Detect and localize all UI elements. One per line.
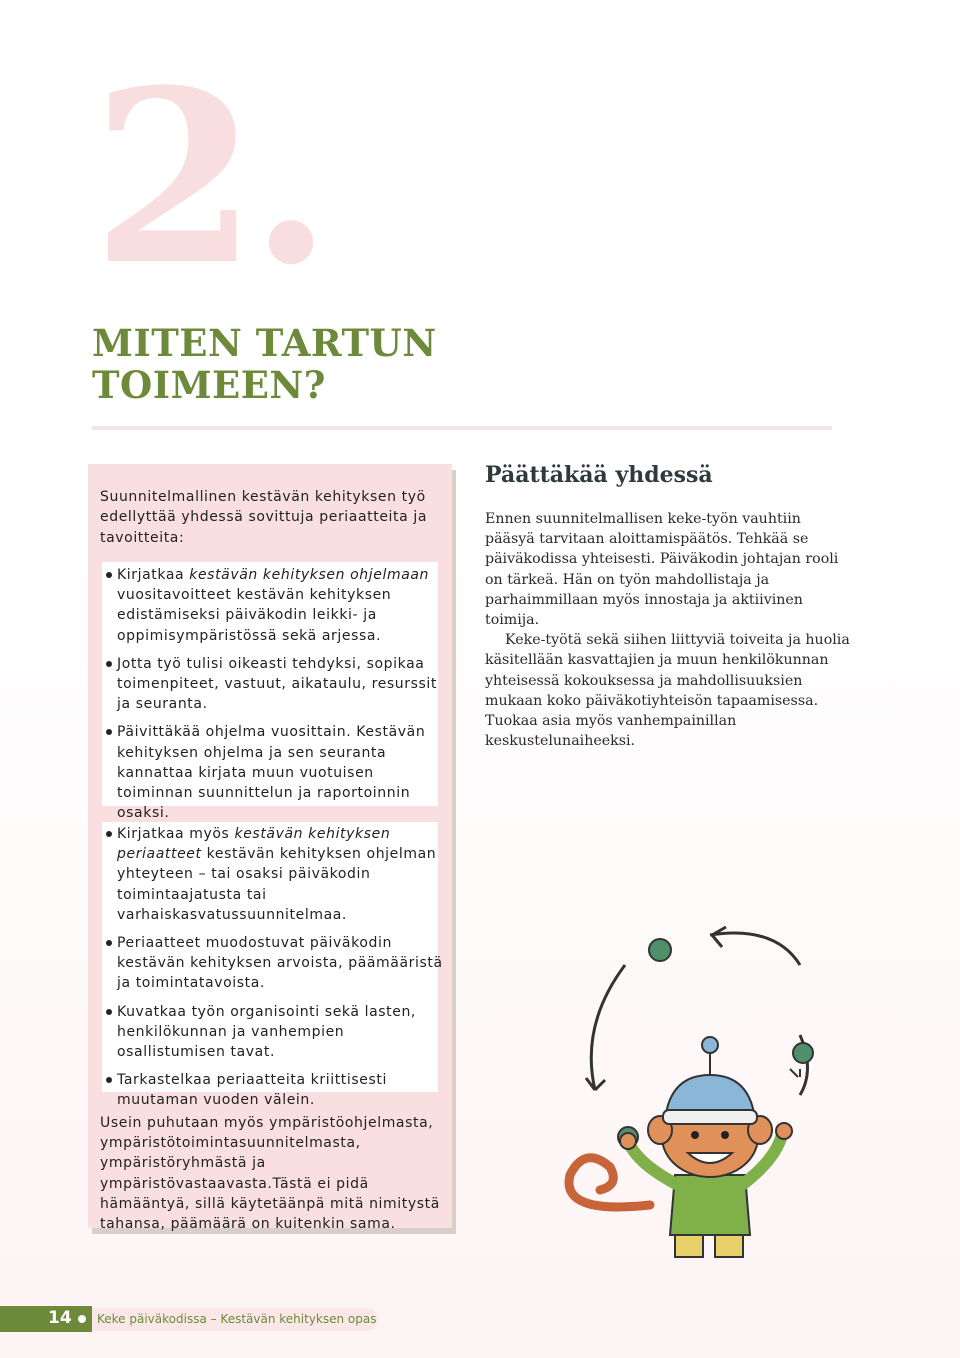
list-item: [104, 722, 444, 823]
list-item-text: Periaatteet muodostuvat päiväkodin kestävän kehityksen arvoista, päämääristä ja toimintatavoista.: [117, 935, 443, 992]
list-item: [104, 1070, 444, 1110]
list-item-text: Kuvatkaa työn organisointi sekä lasten, henkilökunnan ja vanhempien osallistumisen tavat.: [117, 1003, 416, 1061]
chapter-number: 2.: [92, 39, 325, 318]
principles-list: [104, 824, 444, 1119]
list-item-text: Jotta työ tulisi oikeasti tehdyksi, sopikaa toimenpiteet, vastuut, aikataulu, resurssit ja seuranta.: [117, 655, 437, 713]
title-divider: [92, 426, 832, 430]
bullet-icon: [106, 661, 112, 667]
footer-title: Keke päiväkodissa – Kestävän kehityksen opas: [97, 1312, 377, 1326]
list-item-text-end: vuositavoitteet kestävän kehityksen edistämiseksi päiväkodin leikki- ja oppimisympäristössä sekä arjessa.: [117, 587, 392, 644]
bullet-icon: [106, 831, 112, 837]
list-item-emphasis: kestävän kehityksen ohjelmaan: [189, 567, 430, 583]
page-title-line-2: TOIMEEN?: [92, 363, 326, 407]
list-item: [104, 654, 444, 715]
list-item-text: Kirjatkaa: [117, 567, 190, 583]
panel-note: Usein puhutaan myös ympäristöohjelmasta, ympäristötoimintasuunnitelmasta, ympäristöryhmästä ja ympäristövastaavasta.Tästä ei pidä hämääntyä, sillä käytetäänpä mitä nimitystä tahansa, päämäärä on kuitenkin sama.: [100, 1115, 440, 1233]
page-title-line-1: MITEN TARTUN: [92, 321, 437, 365]
list-item: [104, 1002, 444, 1063]
list-item-text: Kirjatkaa myös: [117, 826, 235, 842]
list-item: [104, 933, 444, 994]
bullet-icon: [106, 572, 112, 578]
section-heading: Päättäkää yhdessä: [485, 462, 713, 488]
bullet-icon: [78, 1315, 86, 1323]
panel-intro: Suunnitelmallinen kestävän kehityksen työ edellyttää yhdessä sovittuja periaatteita ja tavoitteita:: [100, 489, 428, 546]
juggling-monkey-icon: [500, 905, 860, 1265]
section-body: [485, 509, 855, 751]
body-paragraph-1: Ennen suunnitelmallisen keke-työn vauhtiin pääsyä tarvitaan aloittamispäätös. Tehkää se päiväkodissa yhteisesti. Päiväkodin johtajan rooli on tärkeä. Hän on työn mahdollistaja ja parhaimmillaan myös innostaja ja aktiivinen toimija.: [485, 511, 839, 629]
list-item-text: Päivittäkää ohjelma vuosittain. Kestävän kehityksen ohjelma ja sen seuranta kannattaa kirjata muun vuotuisen toiminnan suunnittelun ja raportoinnin osaksi.: [117, 724, 426, 822]
goals-list: [104, 565, 444, 831]
list-item-text-end: kestävän kehityksen ohjelman yhteyteen – tai osaksi päiväkodin toimintaajatusta tai varhaiskasvatussuunnitelmaa.: [117, 846, 437, 923]
list-item-text: Tarkastelkaa periaatteita kriittisesti muutaman vuoden välein.: [117, 1072, 387, 1109]
list-item-emphasis: kestävän kehityksen periaatteet: [117, 826, 391, 863]
page-title: [92, 322, 437, 406]
bullet-icon: [106, 1077, 112, 1083]
body-paragraph-2: Keke-työtä sekä siihen liittyviä toiveita ja huolia käsitellään kasvattajien ja muun henkilökunnan yhteisessä kokouksessa ja mahdollisuuksien mukaan koko päiväkotiyhteisön tapaamisessa. Tuokaa asia myös vanhempainillan keskustelunaiheeksi.: [485, 632, 850, 750]
page-number: 14: [48, 1308, 72, 1328]
list-item: [104, 824, 444, 925]
bullet-icon: [106, 940, 112, 946]
bullet-icon: [106, 1009, 112, 1015]
list-item: [104, 565, 444, 646]
bullet-icon: [106, 729, 112, 735]
